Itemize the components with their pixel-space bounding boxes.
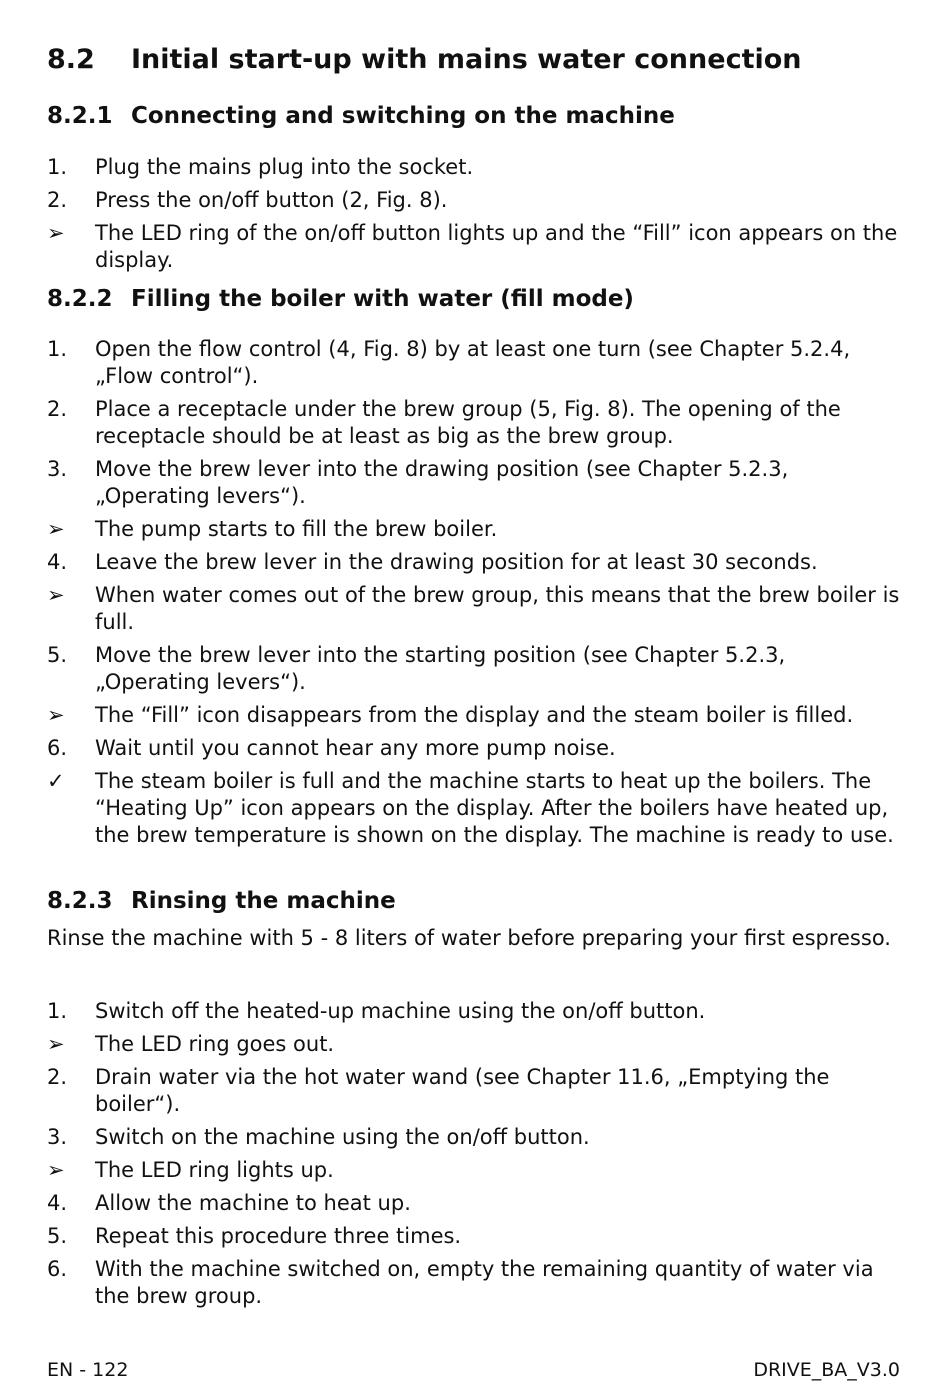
step-marker: 4. (47, 550, 68, 574)
step-text: Allow the machine to heat up. (95, 1191, 411, 1215)
step-text: Drain water via the hot water wand (see Chapter 11.6, „Emptying the boiler“). (95, 1065, 830, 1116)
step-text: When water comes out of the brew group, this means that the brew boiler is full. (95, 583, 900, 634)
list-item (47, 768, 900, 849)
step-text: Move the brew lever into the starting position (see Chapter 5.2.3, „Operating levers“). (95, 643, 786, 694)
list-item (47, 1064, 900, 1118)
step-marker: 2. (47, 397, 68, 421)
section-heading (47, 286, 634, 312)
list-item (47, 1124, 900, 1151)
step-text: Switch on the machine using the on/off button. (95, 1125, 590, 1149)
list-item (47, 702, 900, 729)
step-text: Switch off the heated-up machine using the on/off button. (95, 999, 706, 1023)
list-item (47, 1223, 900, 1250)
section-title: Connecting and switching on the machine (131, 103, 675, 129)
step-marker: 4. (47, 1191, 68, 1215)
heading-title: Initial start-up with mains water connection (131, 44, 802, 75)
list-item (47, 336, 900, 390)
step-text: The LED ring goes out. (95, 1032, 335, 1056)
section-number: 8.2.3 (47, 888, 113, 914)
step-marker: 5. (47, 643, 68, 667)
section-title: Filling the boiler with water (fill mode) (131, 286, 634, 312)
list-item (47, 396, 900, 450)
step-text: Wait until you cannot hear any more pump noise. (95, 736, 616, 760)
step-list (47, 998, 900, 1316)
section-number: 8.2.1 (47, 103, 113, 129)
step-marker: 6. (47, 1257, 68, 1281)
footer-page-number: EN - 122 (47, 1359, 129, 1381)
section-intro: Rinse the machine with 5 - 8 liters of water before preparing your first espresso. (47, 926, 891, 950)
step-marker: 1. (47, 337, 68, 361)
section-number: 8.2.2 (47, 286, 113, 312)
list-item (47, 220, 900, 274)
step-text: The “Fill” icon disappears from the display and the steam boiler is filled. (95, 703, 854, 727)
list-item (47, 187, 900, 214)
step-text: Press the on/off button (2, Fig. 8). (95, 188, 448, 212)
step-marker: 3. (47, 1125, 68, 1149)
list-item (47, 735, 900, 762)
step-text: Plug the mains plug into the socket. (95, 155, 474, 179)
footer-doc-version: DRIVE_BA_V3.0 (753, 1359, 900, 1381)
step-text: The pump starts to fill the brew boiler. (95, 517, 498, 541)
step-marker: ➢ (47, 517, 65, 541)
step-marker: 6. (47, 736, 68, 760)
section-heading (47, 888, 396, 914)
list-item (47, 516, 900, 543)
step-text: The LED ring lights up. (95, 1158, 334, 1182)
step-text: With the machine switched on, empty the remaining quantity of water via the brew group. (95, 1257, 874, 1308)
step-marker: 2. (47, 1065, 68, 1089)
list-item (47, 549, 900, 576)
step-marker: 2. (47, 188, 68, 212)
step-marker: ➢ (47, 221, 65, 245)
list-item (47, 1256, 900, 1310)
step-marker: 1. (47, 155, 68, 179)
list-item (47, 1031, 900, 1058)
step-marker: ➢ (47, 1032, 65, 1056)
list-item (47, 154, 900, 181)
list-item (47, 1157, 900, 1184)
step-text: Place a receptacle under the brew group (5, Fig. 8). The opening of the receptacle should be at least as big as the brew group. (95, 397, 841, 448)
step-text: Leave the brew lever in the drawing position for at least 30 seconds. (95, 550, 818, 574)
step-marker: 5. (47, 1224, 68, 1248)
page-heading (47, 44, 802, 75)
step-marker: ➢ (47, 583, 65, 607)
heading-number: 8.2 (47, 44, 95, 75)
step-list (47, 154, 900, 280)
step-marker: ✓ (47, 769, 65, 793)
step-marker: ➢ (47, 1158, 65, 1182)
step-marker: ➢ (47, 703, 65, 727)
step-list (47, 336, 900, 855)
step-text: Move the brew lever into the drawing position (see Chapter 5.2.3, „Operating levers“). (95, 457, 789, 508)
list-item (47, 582, 900, 636)
step-marker: 1. (47, 999, 68, 1023)
list-item (47, 642, 900, 696)
section-heading (47, 103, 675, 129)
step-marker: 3. (47, 457, 68, 481)
list-item (47, 456, 900, 510)
step-text: The steam boiler is full and the machine starts to heat up the boilers. The “Heating Up” icon appears on the display. After the boilers have heated up, the brew temperature is shown on the display. The machine is ready to use. (95, 769, 894, 847)
step-text: The LED ring of the on/off button lights up and the “Fill” icon appears on the display. (95, 221, 898, 272)
section-title: Rinsing the machine (131, 888, 396, 914)
list-item (47, 998, 900, 1025)
list-item (47, 1190, 900, 1217)
step-text: Repeat this procedure three times. (95, 1224, 462, 1248)
step-text: Open the flow control (4, Fig. 8) by at least one turn (see Chapter 5.2.4, „Flow control“). (95, 337, 851, 388)
